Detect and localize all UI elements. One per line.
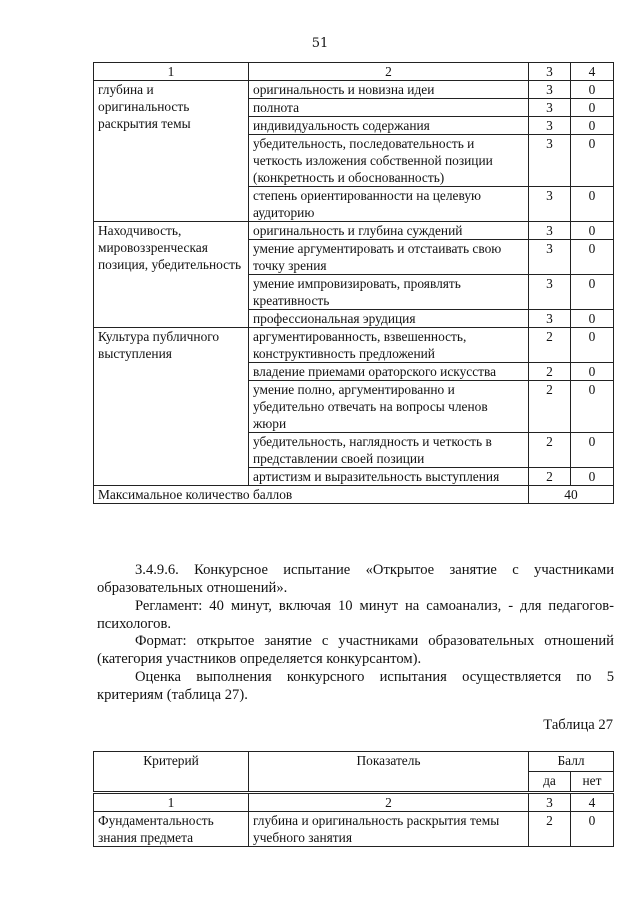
indicator-cell: полнота <box>249 99 529 117</box>
score-no-cell: 0 <box>571 468 614 486</box>
indicator-cell: умение аргументировать и отстаивать свою точку зрения <box>249 240 529 275</box>
format-paragraph: Формат: открытое занятие с участниками образовательных отношений (категория участников определяется конкурсантом). <box>97 633 614 667</box>
criterion-cell: Находчивость, мировоззренческая позиция, убедительность <box>94 222 249 328</box>
score-yes-cell: 2 <box>529 812 571 847</box>
column-number: 3 <box>529 63 571 81</box>
column-number-row <box>94 793 614 812</box>
column-number: 4 <box>571 793 614 812</box>
score-yes-cell: 3 <box>529 81 571 99</box>
column-number: 1 <box>94 63 249 81</box>
score-no-cell: 0 <box>571 117 614 135</box>
score-no-cell: 0 <box>571 187 614 222</box>
criterion-cell: глубина и оригинальность раскрытия темы <box>94 81 249 222</box>
indicator-cell: оригинальность и новизна идеи <box>249 81 529 99</box>
score-no-cell: 0 <box>571 135 614 187</box>
score-yes-cell: 3 <box>529 117 571 135</box>
indicator-cell: глубина и оригинальность раскрытия темы учебного занятия <box>249 812 529 847</box>
column-number: 2 <box>249 63 529 81</box>
indicator-cell: степень ориентированности на целевую аудиторию <box>249 187 529 222</box>
criteria-table-26 <box>93 62 614 504</box>
score-no-cell: 0 <box>571 381 614 433</box>
max-score-label: Максимальное количество баллов <box>94 486 529 504</box>
indicator-cell: убедительность, последовательность и четкость изложения собственной позиции (конкретность и обоснованность) <box>249 135 529 187</box>
score-no-cell: 0 <box>571 812 614 847</box>
indicator-cell: аргументированность, взвешенность, конструктивность предложений <box>249 328 529 363</box>
header-row <box>94 752 614 772</box>
score-no-cell: 0 <box>571 433 614 468</box>
criteria-table-27 <box>93 751 614 847</box>
score-yes-cell: 3 <box>529 222 571 240</box>
score-yes-cell: 3 <box>529 240 571 275</box>
score-no-cell: 0 <box>571 310 614 328</box>
score-no-cell: 0 <box>571 275 614 310</box>
score-no-cell: 0 <box>571 240 614 275</box>
score-no-cell: 0 <box>571 222 614 240</box>
table-row <box>94 81 614 99</box>
score-yes-cell: 2 <box>529 328 571 363</box>
column-number: 3 <box>529 793 571 812</box>
header-no: нет <box>571 772 614 793</box>
table-row <box>94 812 614 847</box>
column-number: 4 <box>571 63 614 81</box>
score-yes-cell: 2 <box>529 468 571 486</box>
header-indicator: Показатель <box>249 752 529 793</box>
score-no-cell: 0 <box>571 81 614 99</box>
column-number-row <box>94 63 614 81</box>
indicator-cell: владение приемами ораторского искусства <box>249 363 529 381</box>
score-no-cell: 0 <box>571 99 614 117</box>
score-yes-cell: 2 <box>529 381 571 433</box>
score-yes-cell: 3 <box>529 187 571 222</box>
header-score: Балл <box>529 752 614 772</box>
indicator-cell: артистизм и выразительность выступления <box>249 468 529 486</box>
indicator-cell: умение импровизировать, проявлять креативность <box>249 275 529 310</box>
score-yes-cell: 3 <box>529 99 571 117</box>
regulation-paragraph: Регламент: 40 минут, включая 10 минут на самоанализ, - для педагогов-психологов. <box>97 598 614 632</box>
criterion-cell: Фундаментальность знания предмета <box>94 812 249 847</box>
indicator-cell: умение полно, аргументированно и убедительно отвечать на вопросы членов жюри <box>249 381 529 433</box>
header-yes: да <box>529 772 571 793</box>
max-score-row <box>94 486 614 504</box>
max-score-value: 40 <box>529 486 614 504</box>
score-yes-cell: 2 <box>529 363 571 381</box>
score-yes-cell: 3 <box>529 310 571 328</box>
table-row <box>94 222 614 240</box>
column-number: 1 <box>94 793 249 812</box>
score-no-cell: 0 <box>571 363 614 381</box>
column-number: 2 <box>249 793 529 812</box>
page-number: 51 <box>311 36 329 51</box>
criterion-cell: Культура публичного выступления <box>94 328 249 486</box>
indicator-cell: профессиональная эрудиция <box>249 310 529 328</box>
score-no-cell: 0 <box>571 328 614 363</box>
score-yes-cell: 2 <box>529 433 571 468</box>
indicator-cell: индивидуальность содержания <box>249 117 529 135</box>
indicator-cell: убедительность, наглядность и четкость в представлении своей позиции <box>249 433 529 468</box>
header-criterion: Критерий <box>94 752 249 793</box>
table-row <box>94 328 614 363</box>
score-yes-cell: 3 <box>529 135 571 187</box>
evaluation-paragraph: Оценка выполнения конкурсного испытания осуществляется по 5 критериям (таблица 27). <box>97 669 614 703</box>
section-heading-paragraph: 3.4.9.6. Конкурсное испытание «Открытое занятие с участниками образовательных отношений». <box>97 562 614 596</box>
score-yes-cell: 3 <box>529 275 571 310</box>
table-caption: Таблица 27 <box>543 717 613 733</box>
indicator-cell: оригинальность и глубина суждений <box>249 222 529 240</box>
